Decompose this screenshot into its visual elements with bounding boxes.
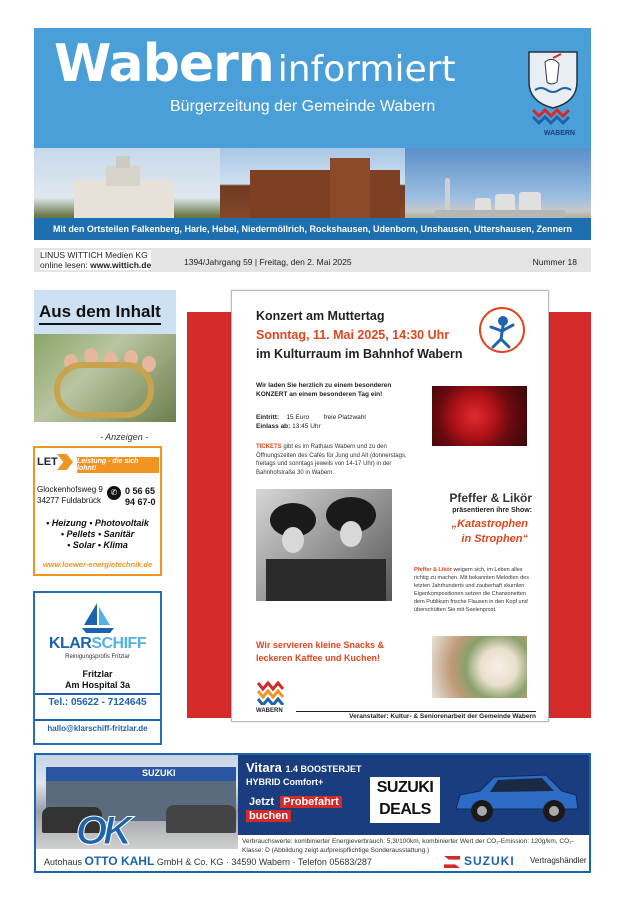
dealer-name: OTTO KAHL [84, 854, 155, 868]
poster-organizer: Veranstalter: Kultur- & Seniorenarbeit der Gemeinde Wabern [296, 711, 536, 720]
online-line [40, 260, 151, 270]
ad-klarschiff[interactable] [33, 591, 162, 745]
contents-box [34, 290, 176, 422]
cta-probefahrt: Probefahrt [280, 796, 342, 808]
poster-venue: im Kulturraum im Bahnhof Wabern [256, 347, 463, 361]
publisher-info [40, 250, 151, 270]
issue-number: Nummer 18 [532, 257, 577, 267]
ad-loewe-energietechnik[interactable] [33, 446, 162, 576]
dealership-photo [36, 755, 238, 849]
masthead [34, 28, 591, 240]
klarschiff-logo [35, 635, 160, 653]
klarschiff-street: Am Hospital 3a [64, 680, 131, 690]
authorized-dealer-label: Vertragshändler [530, 856, 587, 865]
show-title [412, 517, 528, 547]
cta-buchen: buchen [246, 810, 291, 822]
cafe-logo-icon [479, 307, 525, 353]
snacks-line: leckeren Kaffee und Kuchen! [256, 653, 381, 663]
wabern-logo-label: WABERN [256, 708, 283, 714]
klarschiff-phone[interactable]: Tel.: 05622 - 7124645 [48, 697, 147, 708]
ad-autohaus-otto-kahl[interactable] [34, 753, 591, 873]
logo-part-a: KLAR [48, 635, 92, 652]
cta-jetzt: Jetzt [249, 796, 275, 808]
poster-snacks [256, 639, 416, 665]
entry-price: 15 Euro [286, 414, 310, 421]
loewe-phone-prefix: 0 56 65 [125, 486, 156, 496]
let-logo: LET [37, 456, 58, 468]
model-name [246, 760, 362, 775]
performer-title: Pfeffer & Likör [449, 491, 532, 505]
vitara-promo [238, 755, 589, 835]
loewe-website-link[interactable]: www.loewer-energietechnik.de [42, 560, 153, 569]
loewe-phone-number: 94 67-0 [125, 497, 156, 507]
issue-date: 1394/Jahrgang 59 | Freitag, den 2. Mai 2025 [184, 257, 352, 267]
klarschiff-tagline: Reinigungsprofis Fritzlar [65, 654, 130, 660]
wabern-logo-icon [256, 679, 288, 715]
sailboat-icon [80, 601, 116, 635]
newspaper-subtitle: Bürgerzeitung der Gemeinde Wabern [170, 98, 436, 115]
performers-photo [256, 489, 392, 601]
deals-line: DEALS [379, 801, 431, 818]
performer-desc-label: Pfeffer & Likör [414, 567, 452, 573]
deals-line: SUZUKI [376, 779, 434, 796]
crest-label: WABERN [543, 130, 575, 137]
logo-part-b: SCHIFF [91, 635, 147, 652]
phone-icon: ✆ [107, 486, 121, 500]
test-drive-cta[interactable] [246, 795, 342, 823]
performer-description [414, 566, 530, 614]
ortsteile-bar: Mit den Ortsteilen Falkenberg, Harle, Hebel, Niedermöllrich, Rockshausen, Udenborn, Unshausen, Uttershausen, Zennern [34, 218, 591, 240]
engine-label: 1.4 BOOSTERJET [285, 764, 362, 774]
model-title: Vitara [246, 760, 282, 775]
suzuki-brand: SUZUKI [464, 854, 515, 868]
snacks-line: Wir servieren kleine Snacks & [256, 640, 384, 650]
loewe-street: Glockenhofsweg 9 [37, 485, 103, 494]
issue-info-bar [34, 248, 591, 272]
publisher-name: LINUS WITTICH Medien KG [40, 250, 148, 260]
poster-headline: Konzert am Muttertag [256, 309, 385, 323]
group-photo [34, 334, 176, 422]
service-line: • Heizung • Photovoltaik [46, 518, 149, 528]
contents-title: Aus dem Inhalt [39, 302, 161, 325]
klarschiff-city: Fritzlar [82, 669, 113, 679]
admission-label: Einlass ab: [256, 423, 291, 430]
rose-photo [432, 386, 527, 446]
online-link[interactable]: www.wittich.de [90, 260, 152, 270]
loewe-phone [125, 486, 156, 508]
klarschiff-email[interactable]: hallo@klarschiff-fritzlar.de [35, 719, 160, 733]
suzuki-s-icon [444, 856, 460, 868]
tickets-text: gibt es im Rathaus Wabern und zu den Öffnungszeiten des Cafés für Jung und Alt (donnerstags, freitags und sonntags jeweils von 14-17 Uhr) in der Bahnhofstraße 30 in Wabern. [256, 444, 407, 476]
store-sign [46, 767, 236, 781]
poster-entry-info [256, 413, 366, 431]
coffee-photo [432, 636, 527, 698]
admission-time: 13:45 Uhr [292, 423, 321, 430]
show-title-line: „Katastrophen [451, 518, 528, 530]
seating-info: freie Platzwahl [323, 414, 366, 421]
arrow-icon [57, 454, 73, 470]
dealer-name-line [44, 854, 372, 868]
title-bold: Wabern [54, 34, 274, 94]
loewe-city: 34277 Fuldabrück [37, 496, 102, 505]
poster-invite: Wir laden Sie herzlich zu einem besonderen KONZERT an einem besonderen Tag ein! [256, 382, 392, 398]
loewe-address [37, 484, 103, 506]
loewe-slogan: Leistung - die sich lohnt! [77, 457, 159, 473]
performer-subtitle: präsentieren ihre Show: [452, 507, 532, 514]
poster-tickets [256, 443, 416, 477]
ads-label: - Anzeigen - [100, 432, 149, 442]
service-line: • Solar • Klima [67, 540, 128, 550]
tickets-label: TICKETS [256, 444, 282, 450]
online-prefix: online lesen: [40, 260, 91, 270]
dealer-contact: GmbH & Co. KG · 34590 Wabern · Telefon 05683/287 [154, 857, 372, 867]
klarschiff-address [35, 669, 160, 695]
municipal-crest-icon [525, 48, 581, 128]
ok-logo: OK [76, 809, 128, 849]
title-light: informiert [277, 49, 456, 90]
suv-car-icon [450, 765, 582, 827]
entry-label: Eintritt: [256, 414, 280, 421]
loewe-services [35, 518, 160, 551]
consumption-disclaimer: Verbrauchswerte: kombinierter Energieverbrauch: 5,3l/100km, kombinierter Wert der CO₂-Emission: 120g/km, CO₂-Klasse: D (Abbildung zeigt aufpreispflichtige Sonderausstattung.) [242, 838, 574, 854]
suzuki-deals-badge [370, 777, 440, 823]
poster-date: Sonntag, 11. Mai 2025, 14:30 Uhr [256, 328, 450, 342]
dealer-prefix: Autohaus [44, 857, 85, 867]
service-line: • Pellets • Sanitär [60, 529, 135, 539]
newspaper-title [54, 34, 456, 94]
hybrid-label: HYBRID Comfort+ [246, 777, 324, 787]
store-sign-text: SUZUKI [142, 768, 176, 778]
concert-poster [231, 290, 549, 722]
show-title-line: in Strophen“ [461, 533, 528, 545]
performer-desc-text: weigern sich, im Leben alles richtig zu machen. Mit bekannten Melodien des letzten Jahrhunderts und zauberhaft skurrilen Eigenkompositionen setzen die Chansonetten dem Publikum frische Flausen in den Kopf und überschütten Sie mit Seelenprost. [414, 567, 529, 613]
